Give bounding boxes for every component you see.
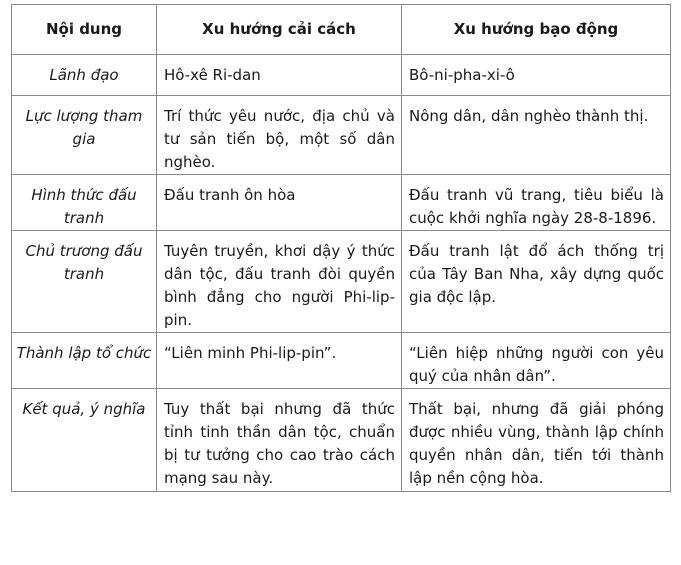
reform-cell: Tuy thất bại nhưng đã thức tỉnh tinh thần dân tộc, chuẩn bị tư tưởng cho cao trào cách mạng sau này. — [157, 389, 402, 492]
table-row — [12, 389, 671, 492]
header-violent: Xu hướng bạo động — [402, 5, 671, 55]
row-label: Lực lượng tham gia — [12, 96, 157, 175]
reform-cell: “Liên minh Phi-lip-pin”. — [157, 333, 402, 389]
row-label: Hình thức đấu tranh — [12, 175, 157, 231]
table-row — [12, 175, 671, 231]
row-label: Thành lập tổ chức — [12, 333, 157, 389]
reform-cell: Trí thức yêu nước, địa chủ và tư sản tiến bộ, một số dân nghèo. — [157, 96, 402, 175]
reform-cell: Tuyên truyền, khơi dậy ý thức dân tộc, đấu tranh đòi quyền bình đẳng cho người Phi-lip-pin. — [157, 231, 402, 333]
row-label: Chủ trương đấu tranh — [12, 231, 157, 333]
row-label: Kết quả, ý nghĩa — [12, 389, 157, 492]
violent-cell: Bô-ni-pha-xi-ô — [402, 55, 671, 96]
table-row — [12, 231, 671, 333]
header-reform: Xu hướng cải cách — [157, 5, 402, 55]
table-row — [12, 55, 671, 96]
header-content: Nội dung — [12, 5, 157, 55]
reform-cell: Đấu tranh ôn hòa — [157, 175, 402, 231]
violent-cell: Đấu tranh vũ trang, tiêu biểu là cuộc khởi nghĩa ngày 28-8-1896. — [402, 175, 671, 231]
header-row — [12, 5, 671, 55]
violent-cell: Thất bại, nhưng đã giải phóng được nhiều vùng, thành lập chính quyền nhân dân, tiến tới thành lập nền cộng hòa. — [402, 389, 671, 492]
comparison-table — [11, 4, 671, 492]
reform-cell: Hô-xê Ri-dan — [157, 55, 402, 96]
table-row — [12, 333, 671, 389]
violent-cell: Đấu tranh lật đổ ách thống trị của Tây Ban Nha, xây dựng quốc gia độc lập. — [402, 231, 671, 333]
violent-cell: Nông dân, dân nghèo thành thị. — [402, 96, 671, 175]
row-label: Lãnh đạo — [12, 55, 157, 96]
violent-cell: “Liên hiệp những người con yêu quý của nhân dân”. — [402, 333, 671, 389]
table-row — [12, 96, 671, 175]
